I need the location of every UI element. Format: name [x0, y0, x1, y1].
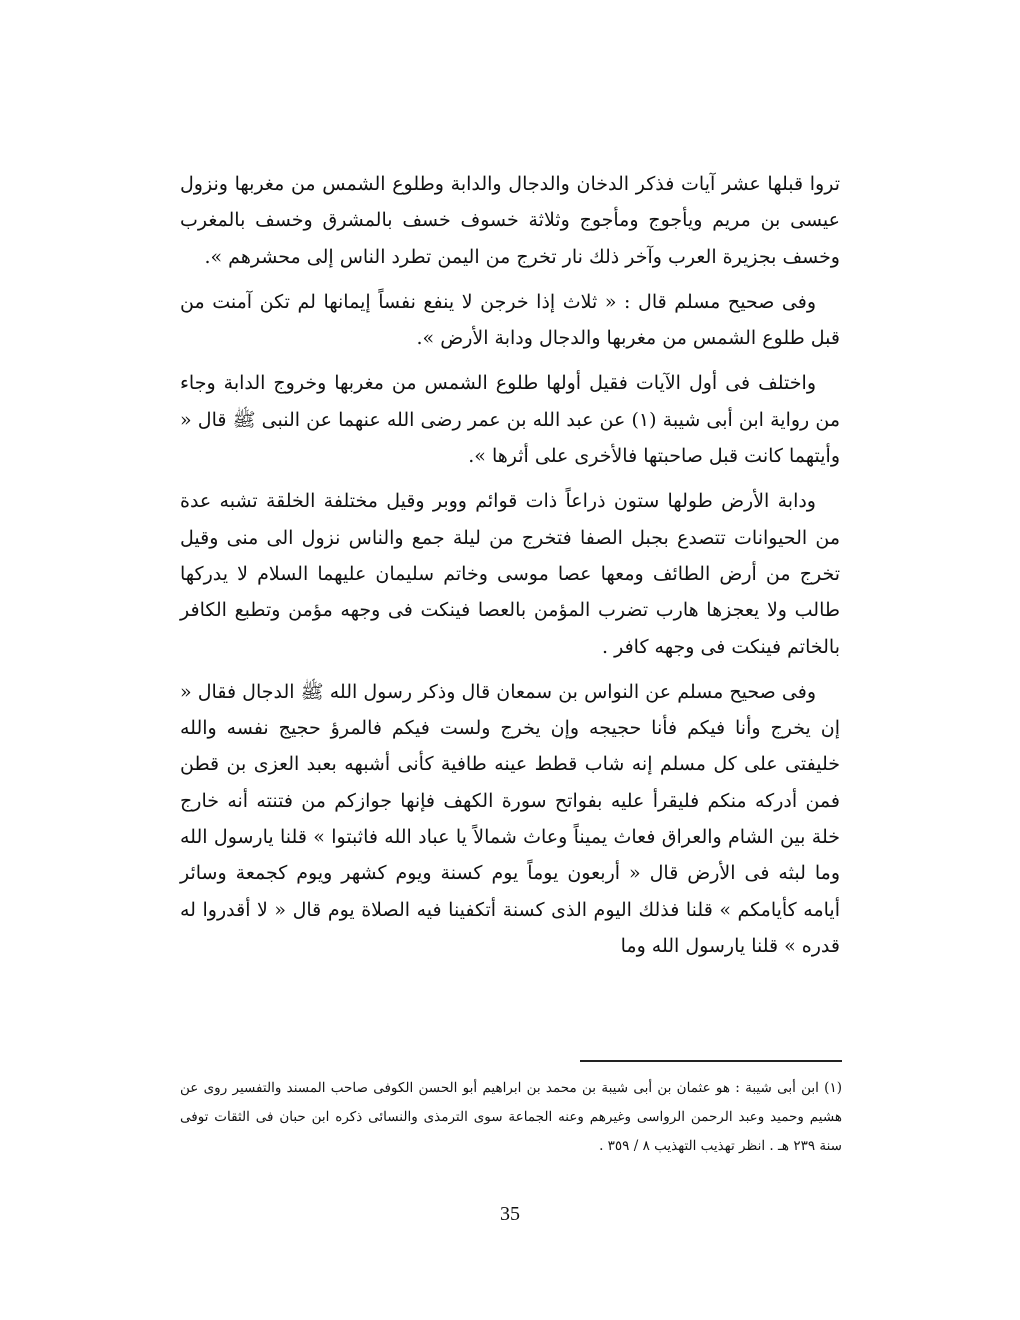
footnote: (١) ابن أبى شيبة : هو عثمان بن أبى شيبة بن محمد بن ابراهيم أبو الحسن الكوفى صاحب المسند والتفسير روى عن هشيم وحميد وعبد الرحمن الرواسى وغيرهم وعنه الجماعة سوى الترمذى والنسائى ذكره ابن حبان فى الثقات توفى سنة ٢٣٩ هـ . انظر تهذيب التهذيب ٨ / ٣٥٩ . [180, 1080, 842, 1154]
paragraph-5: وفى صحيح مسلم عن النواس بن سمعان قال وذكر رسول الله ﷺ الدجال فقال « إن يخرج وأنا فيكم فأنا حجيجه وإن يخرج ولست فيكم فالمرؤ حجيج نفسه والله خليفتى على كل مسلم إنه شاب قطط عينه طافية كأنى أشبهه بعبد العزى بن قطن فمن أدركه منكم فليقرأ عليه بفواتح سورة الكهف فإنها جوازكم من فتنته أنه خارج خلة بين الشام والعراق فعاث يميناً وعاث شمالاً يا عباد الله فاثبتوا » قلنا يارسول الله وما لبثه فى الأرض قال « أربعون يوماً يوم كسنة ويوم كشهر ويوم كجمعة وسائر أيامه كأيامكم » قلنا فذلك اليوم الذى كسنة أتكفينا فيه الصلاة يوم قال « لا أقدروا له قدره » قلنا يارسول الله وما [180, 680, 840, 957]
page-number: 35 [500, 1203, 520, 1225]
paragraph-4: ودابة الأرض طولها ستون ذراعاً ذات قوائم ووبر وقيل مختلفة الخلقة تشبه عدة من الحيوانات تتصدع بجبل الصفا فتخرج من ليلة جمع والناس نزول الى منى وقيل تخرج من أرض الطائف ومعها عصا موسى وخاتم سليمان عليهما السلام لا يدركها طالب ولا يعجزها هارب تضرب المؤمن بالعصا فينكت فى وجهه مؤمن وتطبع الكافر بالخاتم فينكت فى وجهه كافر . [180, 490, 840, 658]
paragraph-3: واختلف فى أول الآيات فقيل أولها طلوع الشمس من مغربها وخروج الدابة وجاء من رواية ابن أبى شيبة (١) عن عبد الله بن عمر رضى الله عنهما عن النبى ﷺ قال « وأيتهما كانت قبل صاحبتها فالأخرى على أثرها ». [180, 372, 840, 468]
paragraph-1: تروا قبلها عشر آيات فذكر الدخان والدجال والدابة وطلوع الشمس من مغربها ونزول عيسى بن مريم ويأجوج ومأجوج وثلاثة خسوف خسف بالمشرق وخسف بالمغرب وخسف بجزيرة العرب وآخر ذلك نار تخرج من اليمن تطرد الناس إلى محشرهم ». [180, 173, 840, 268]
main-text [180, 166, 840, 973]
footnote-divider [580, 1060, 842, 1062]
paragraph-2: وفى صحيح مسلم قال : « ثلاث إذا خرجن لا ينفع نفساً إيمانها لم تكن آمنت من قبل طلوع الشمس من مغربها والدجال ودابة الأرض ». [180, 290, 840, 350]
